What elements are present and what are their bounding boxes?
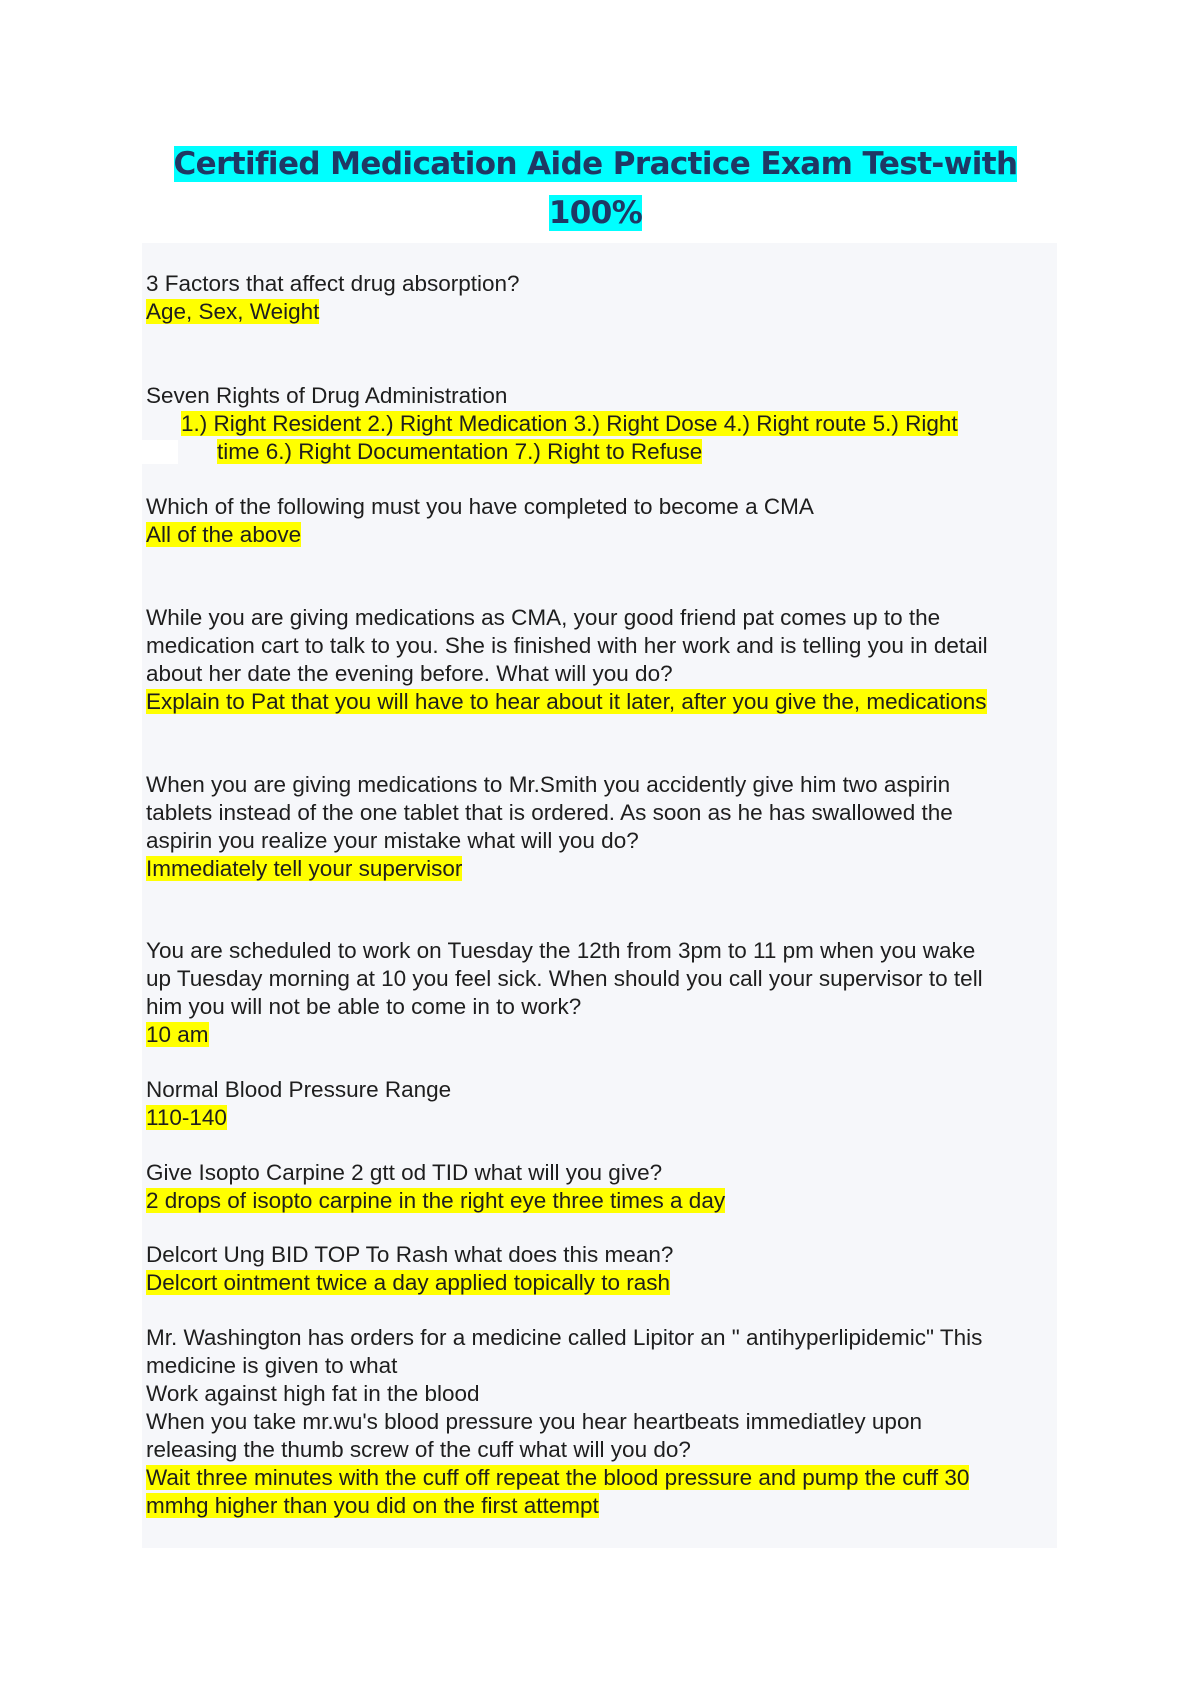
question-text-line-1: While you are giving medications as CMA, your good friend pat comes up to the (146, 605, 941, 630)
question-text: 3 Factors that affect drug absorption? (146, 271, 520, 296)
answer-text: 10 am (146, 1022, 209, 1047)
answer-text: 2 drops of isopto carpine in the right eye three times a day (146, 1188, 726, 1213)
qa-item-10 (146, 1324, 1056, 1520)
answer-text-line-1: Wait three minutes with the cuff off repeat the blood pressure and pump the cuff 30 (146, 1465, 970, 1490)
answer-text: Immediately tell your supervisor (146, 856, 463, 881)
answer-text: Explain to Pat that you will have to hear about it later, after you give the, medications (146, 689, 987, 714)
question-text: Delcort Ung BID TOP To Rash what does this mean? (146, 1242, 674, 1267)
qa-item-1 (146, 270, 1056, 326)
answer-text: All of the above (146, 522, 302, 547)
question-text-line-3: about her date the evening before. What will you do? (146, 661, 673, 686)
answer-text: Age, Sex, Weight (146, 299, 320, 324)
question-text-line-2: medicine is given to what (146, 1353, 398, 1378)
question-text: Give Isopto Carpine 2 gtt od TID what will you give? (146, 1160, 663, 1185)
qa-item-8 (146, 1159, 1056, 1215)
title-line-1: Certified Medication Aide Practice Exam Test-with 100% (173, 146, 1018, 231)
question-text-line-1: You are scheduled to work on Tuesday the 12th from 3pm to 11 pm when you wake (146, 938, 976, 963)
question-text-line-2: releasing the thumb screw of the cuff what will you do? (146, 1437, 691, 1462)
qa-item-3 (146, 493, 1056, 549)
answer-text: Delcort ointment twice a day applied topically to rash (146, 1270, 671, 1295)
question-text-line-2: medication cart to talk to you. She is finished with her work and is telling you in detail (146, 633, 988, 658)
answer-text-line-2: time 6.) Right Documentation 7.) Right to Refuse (217, 439, 703, 464)
question-text-line-3: him you will not be able to come in to work? (146, 994, 582, 1019)
question-text-line-1: When you take mr.wu's blood pressure you hear heartbeats immediatley upon (146, 1409, 922, 1434)
qa-item-6 (146, 937, 1056, 1049)
question-text-line-3: aspirin you realize your mistake what will you do? (146, 828, 639, 853)
question-text: Normal Blood Pressure Range (146, 1077, 452, 1102)
answer-text: Work against high fat in the blood (146, 1381, 480, 1406)
qa-item-9 (146, 1241, 1056, 1297)
qa-item-7 (146, 1076, 1056, 1132)
qa-item-4 (146, 604, 1056, 716)
question-text-line-1: When you are giving medications to Mr.Smith you accidently give him two aspirin (146, 772, 951, 797)
answer-text-line-1: 1.) Right Resident 2.) Right Medication 3.) Right Dose 4.) Right route 5.) Right (181, 411, 958, 436)
question-text-line-2: tablets instead of the one tablet that is ordered. As soon as he has swallowed the (146, 800, 953, 825)
answer-text-line-2: mmhg higher than you did on the first attempt (146, 1493, 599, 1518)
question-text: Seven Rights of Drug Administration (146, 383, 508, 408)
question-text-line-2: up Tuesday morning at 10 you feel sick. When should you call your supervisor to tell (146, 966, 983, 991)
question-text-line-1: Mr. Washington has orders for a medicine called Lipitor an " antihyperlipidemic" This (146, 1325, 983, 1350)
qa-item-2 (146, 382, 1056, 466)
qa-item-5 (146, 771, 1056, 883)
question-text: Which of the following must you have completed to become a CMA (146, 494, 814, 519)
answer-text: 110-140 (146, 1105, 227, 1130)
